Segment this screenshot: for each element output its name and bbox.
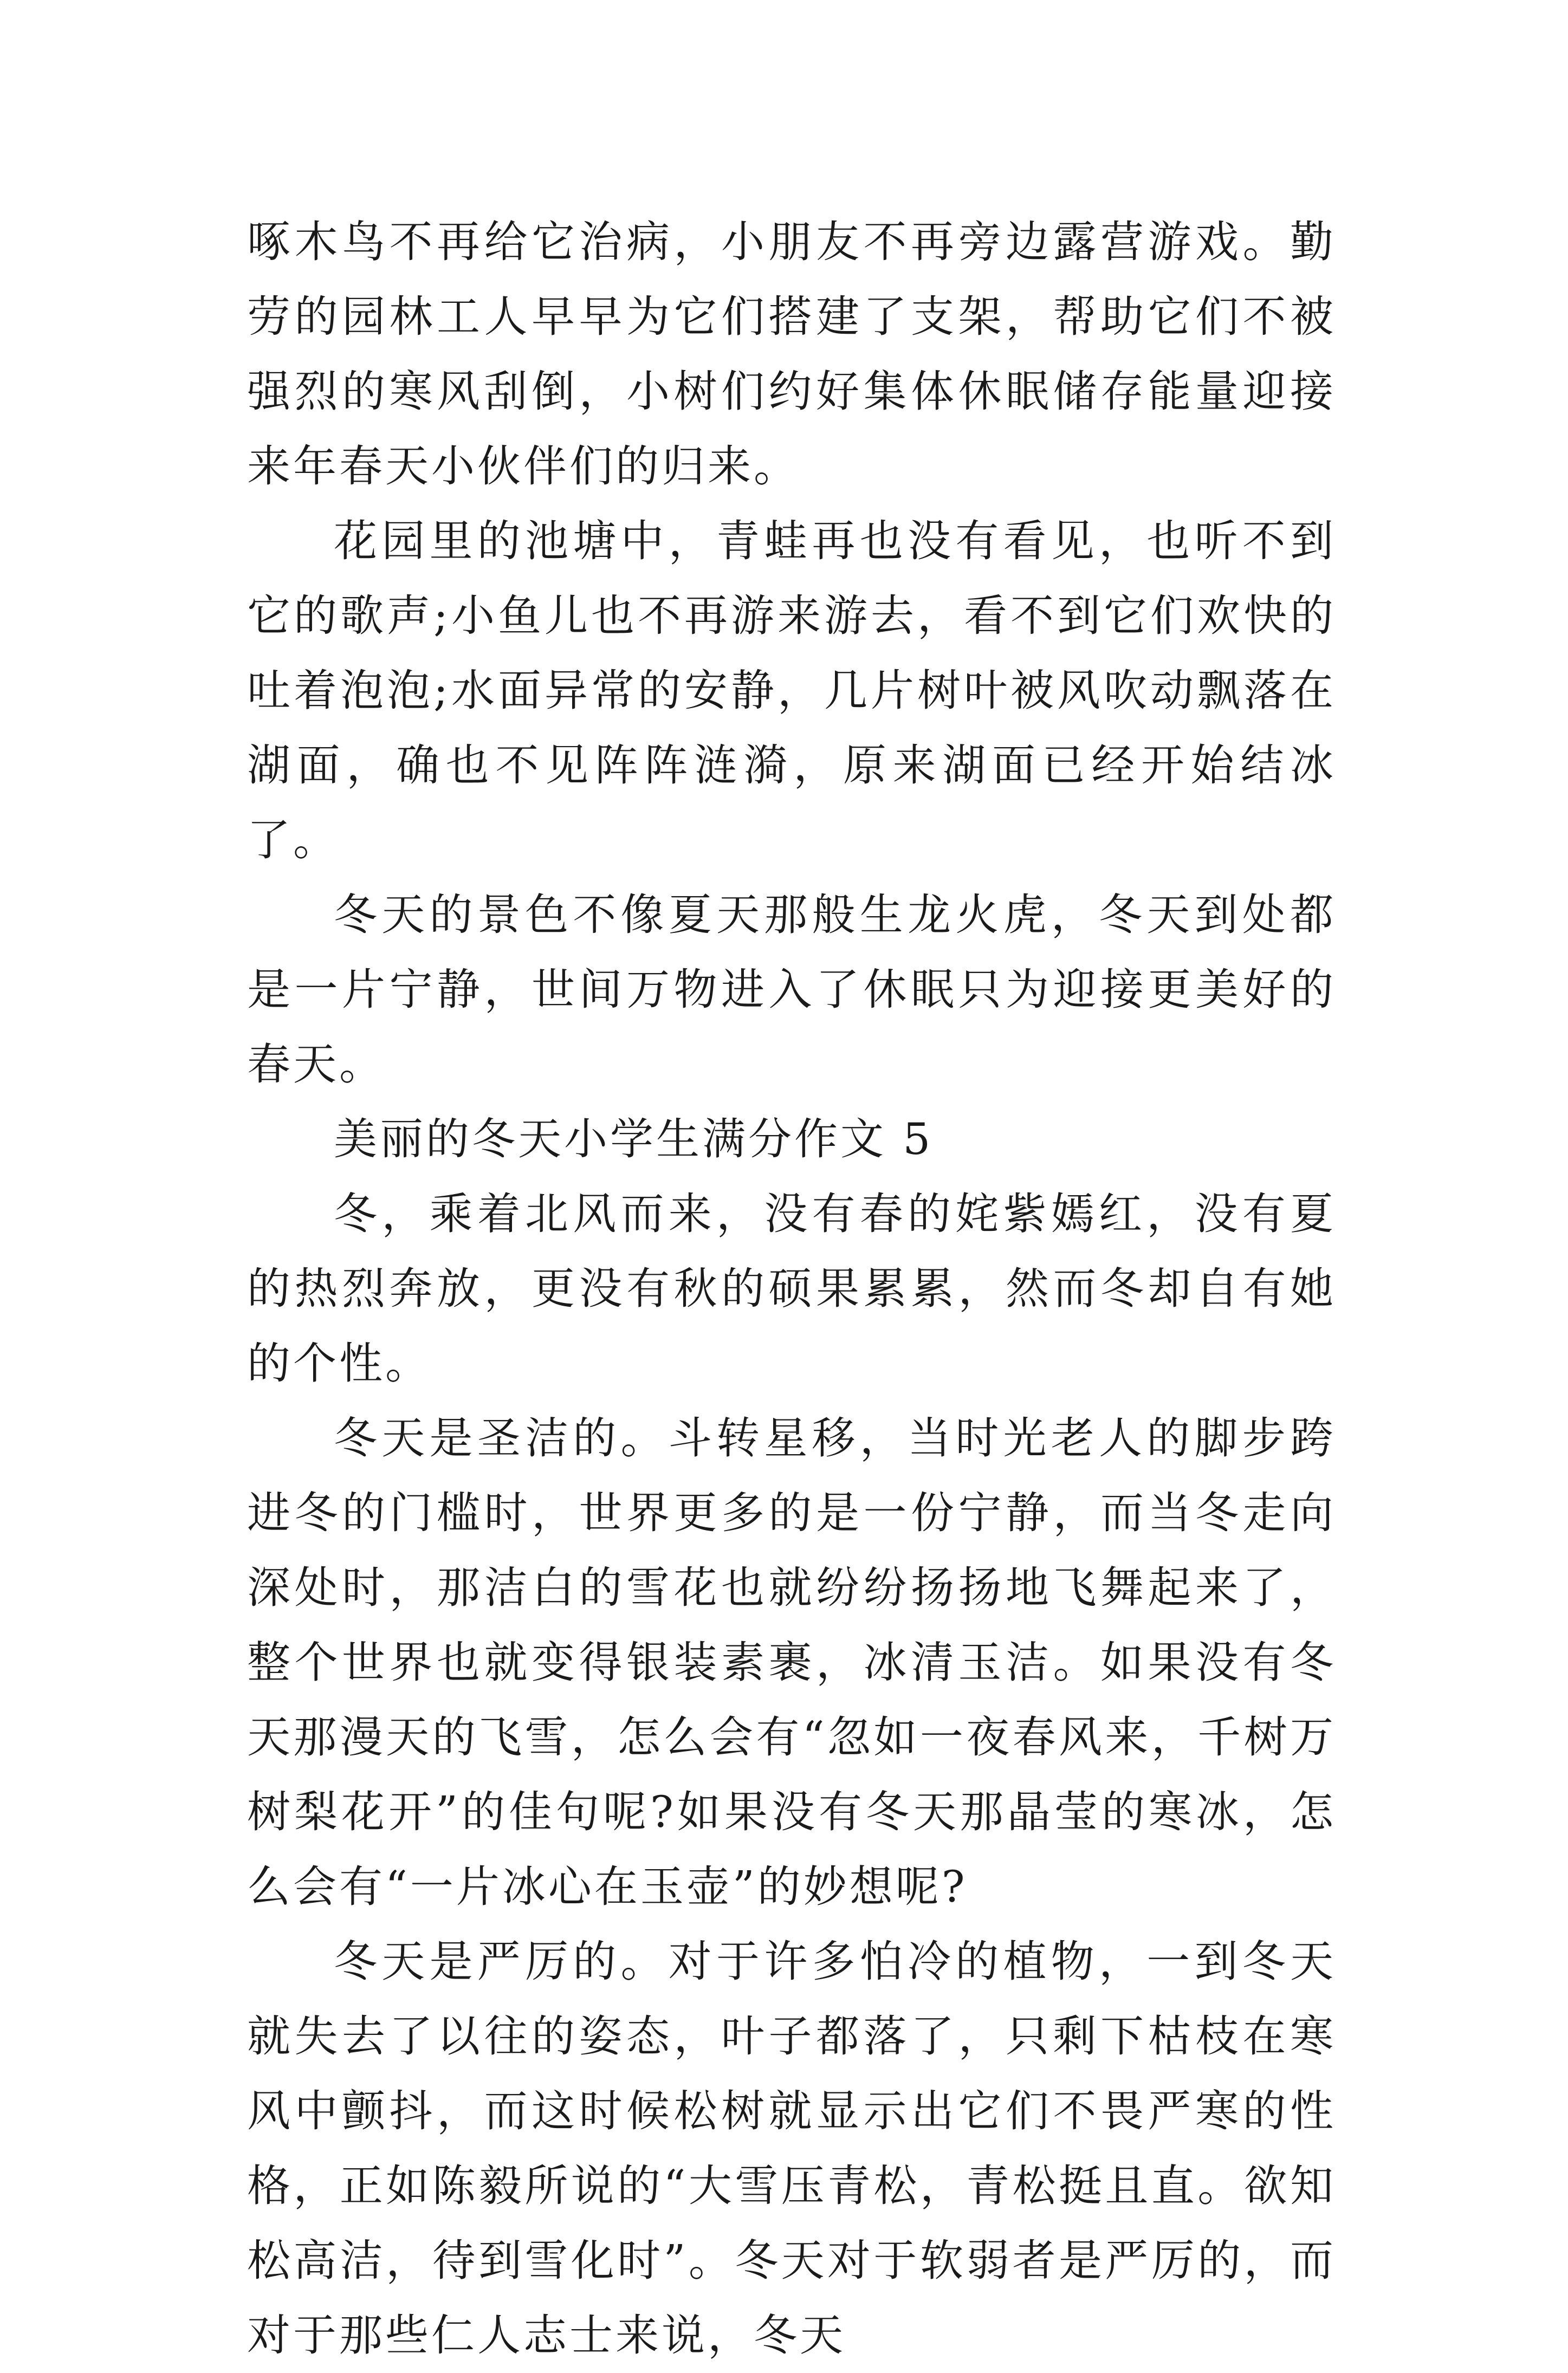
paragraph-5: 冬天是圣洁的。斗转星移，当时光老人的脚步跨进冬的门槛时，世界更多的是一份宁静，而当冬走向深处时，那洁白的雪花也就纷纷扬扬地飞舞起来了，整个世界也就变得银装素裹，冰清玉洁。如果没有冬天那漫天的飞雪，怎么会有“忽如一夜春风来，千树万树梨花开”的佳句呢?如果没有冬天那晶莹的寒冰，怎么会有“一片冰心在玉壶”的妙想呢? bbox=[247, 1413, 1336, 1912]
paragraph-4: 冬，乘着北风而来，没有春的姹紫嫣红，没有夏的热烈奔放，更没有秋的硕果累累，然而冬却自有她的个性。 bbox=[247, 1189, 1336, 1389]
paragraph-1: 啄木鸟不再给它治病，小朋友不再旁边露营游戏。勤劳的园林工人早早为它们搭建了支架，帮助它们不被强烈的寒风刮倒，小树们约好集体休眠储存能量迎接来年春天小伙伴们的归来。 bbox=[247, 217, 1336, 491]
document-body bbox=[247, 205, 1336, 2373]
paragraph-6: 冬天是严厉的。对于许多怕冷的植物，一到冬天就失去了以往的姿态，叶子都落了，只剩下枯枝在寒风中颤抖，而这时候松树就显示出它们不畏严寒的性格，正如陈毅所说的“大雪压青松，青松挺且直。欲知松高洁，待到雪化时”。冬天对于软弱者是严厉的，而对于那些仁人志士来说，冬天 bbox=[247, 1936, 1336, 2361]
section-heading: 美丽的冬天小学生满分作文 5 bbox=[334, 1114, 934, 1164]
paragraph-2: 花园里的池塘中，青蛙再也没有看见，也听不到它的歌声;小鱼儿也不再游来游去，看不到它们欢快的吐着泡泡;水面异常的安静，几片树叶被风吹动飘落在湖面，确也不见阵阵涟漪，原来湖面已经开始结冰了。 bbox=[247, 516, 1336, 865]
paragraph-3: 冬天的景色不像夏天那般生龙火虎，冬天到处都是一片宁静，世间万物进入了休眠只为迎接更美好的春天。 bbox=[247, 890, 1336, 1090]
